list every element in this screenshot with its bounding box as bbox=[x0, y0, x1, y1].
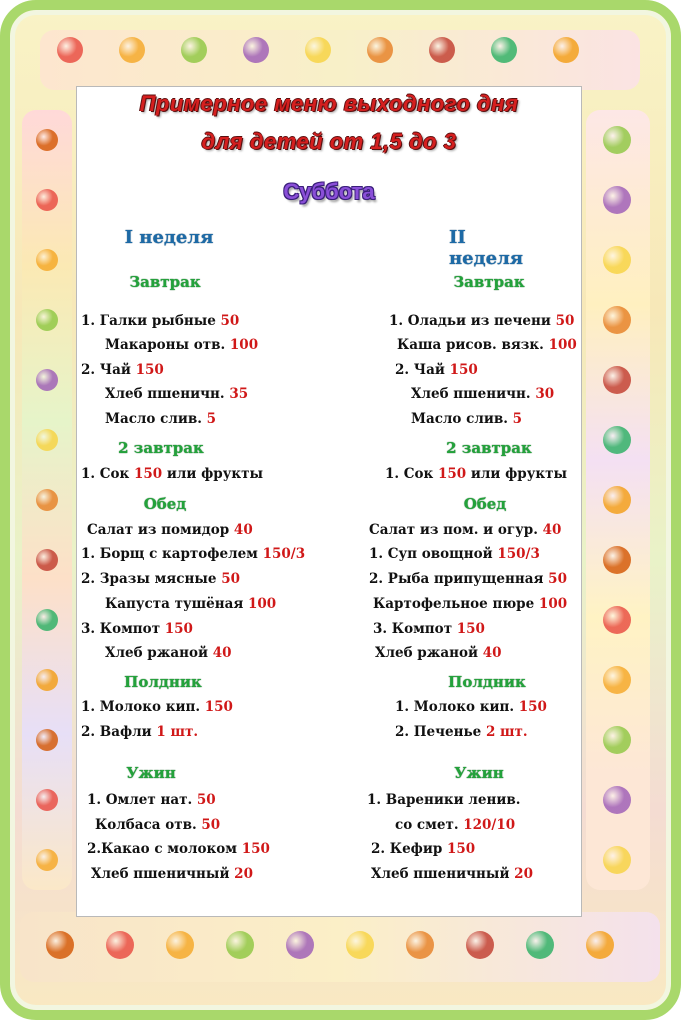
dish-quantity: 150 bbox=[518, 699, 547, 715]
food-illustration-icon bbox=[491, 37, 517, 63]
dish-note: или фрукты bbox=[466, 466, 568, 482]
food-illustration-icon bbox=[603, 486, 631, 514]
food-illustration-icon bbox=[603, 186, 631, 214]
week2-dinner-item bbox=[371, 866, 533, 882]
week2-lunch-item bbox=[375, 645, 502, 661]
dish-name: 2. Зразы мясные bbox=[81, 571, 222, 587]
dish-name: Масло слив. bbox=[411, 411, 513, 427]
week1-lunch-item bbox=[105, 645, 232, 661]
food-illustration-icon bbox=[181, 37, 207, 63]
food-illustration-icon bbox=[46, 931, 74, 959]
week2-snack-item bbox=[395, 699, 547, 715]
week1-snack-item bbox=[81, 699, 233, 715]
food-illustration-icon bbox=[36, 429, 58, 451]
dish-note: или фрукты bbox=[162, 466, 264, 482]
food-illustration-icon bbox=[36, 729, 58, 751]
dish-quantity: 100 bbox=[538, 596, 568, 612]
food-illustration-icon bbox=[603, 606, 631, 634]
week1-lunch-item bbox=[81, 621, 193, 637]
dish-name: Картофельное пюре bbox=[373, 596, 539, 612]
day-title: Суббота bbox=[283, 179, 375, 204]
dish-name: Хлеб ржаной bbox=[105, 645, 213, 661]
food-illustration-icon bbox=[603, 306, 631, 334]
dish-name: Хлеб пшеничный bbox=[371, 866, 515, 882]
dish-quantity: 1 шт. bbox=[156, 724, 199, 740]
week2-snack-item bbox=[395, 724, 528, 740]
food-illustration-icon bbox=[36, 369, 58, 391]
menu-sheet bbox=[76, 86, 582, 917]
dish-name: Хлеб пшеничн. bbox=[411, 386, 536, 402]
dish-name: Салат из пом. и огур. bbox=[369, 522, 543, 538]
food-illustration-icon bbox=[36, 849, 58, 871]
dish-quantity: 40 bbox=[542, 522, 562, 538]
week2-heading: II неделя bbox=[449, 227, 524, 269]
week2-breakfast2-title: 2 завтрак bbox=[446, 439, 532, 457]
dish-quantity: 50 bbox=[548, 571, 567, 587]
week2-breakfast-item bbox=[389, 313, 574, 329]
dish-quantity: 150 bbox=[449, 362, 478, 378]
food-illustration-icon bbox=[36, 189, 58, 211]
dish-quantity: 50 bbox=[555, 313, 575, 329]
week2-lunch-item bbox=[369, 522, 561, 538]
food-illustration-icon bbox=[36, 789, 58, 811]
dish-quantity: 40 bbox=[482, 645, 502, 661]
dish-name: Масло слив. bbox=[105, 411, 207, 427]
week2-lunch-item bbox=[369, 571, 567, 587]
food-illustration-icon bbox=[367, 37, 393, 63]
food-illustration-icon bbox=[603, 126, 631, 154]
dish-name: 1. Суп овощной bbox=[369, 546, 498, 562]
week1-breakfast-item bbox=[81, 313, 239, 329]
food-illustration-icon bbox=[106, 931, 134, 959]
dish-quantity: 100 bbox=[248, 596, 277, 612]
dish-name: 1. Оладьи из печени bbox=[389, 313, 556, 329]
week2-dinner-title: Ужин bbox=[454, 764, 504, 782]
week2-breakfast-item bbox=[397, 337, 577, 353]
food-illustration-icon bbox=[603, 546, 631, 574]
dish-name: 1. Вареники ленив. bbox=[367, 792, 521, 808]
dish-quantity: 5 bbox=[206, 411, 217, 427]
dish-quantity: 50 bbox=[201, 817, 221, 833]
dish-name: 2. Чай bbox=[81, 362, 136, 378]
week1-breakfast-item bbox=[105, 411, 216, 427]
dish-quantity: 150 bbox=[164, 621, 193, 637]
food-illustration-icon bbox=[429, 37, 455, 63]
week1-dinner-item bbox=[87, 792, 216, 808]
dish-name: 1. Омлет нат. bbox=[87, 792, 197, 808]
week2-breakfast-title: Завтрак bbox=[453, 273, 525, 291]
dish-quantity: 100 bbox=[229, 337, 259, 353]
dish-name: 1. Молоко кип. bbox=[81, 699, 205, 715]
week1-breakfast2-item bbox=[81, 466, 263, 482]
dish-name: 2. Рыба припущенная bbox=[369, 571, 549, 587]
dish-quantity: 50 bbox=[220, 313, 240, 329]
week2-lunch-item bbox=[373, 596, 567, 612]
food-illustration-icon bbox=[36, 609, 58, 631]
week1-dinner-item bbox=[91, 866, 253, 882]
food-illustration-icon bbox=[346, 931, 374, 959]
dish-quantity: 35 bbox=[229, 386, 249, 402]
food-illustration-icon bbox=[36, 129, 58, 151]
food-illustration-icon bbox=[603, 786, 631, 814]
dish-quantity: 150 bbox=[135, 362, 164, 378]
week1-breakfast-item bbox=[81, 362, 164, 378]
week1-lunch-item bbox=[81, 546, 305, 562]
title-line-2: для детей от 1,5 до 3 bbox=[201, 129, 457, 154]
dish-quantity: 100 bbox=[548, 337, 577, 353]
dish-name: Капуста тушёная bbox=[105, 596, 248, 612]
food-illustration-icon bbox=[36, 549, 58, 571]
food-illustration-icon bbox=[57, 37, 83, 63]
dish-name: 1. Молоко кип. bbox=[395, 699, 519, 715]
dish-quantity: 40 bbox=[212, 645, 232, 661]
food-illustration-icon bbox=[603, 726, 631, 754]
week1-breakfast-item bbox=[105, 337, 258, 353]
dish-name: Салат из помидор bbox=[87, 522, 234, 538]
dish-name: со смет. bbox=[395, 817, 464, 833]
week1-dinner-item bbox=[87, 841, 270, 857]
dish-name: Каша рисов. вязк. bbox=[397, 337, 549, 353]
week1-dinner-item bbox=[95, 817, 220, 833]
dish-quantity: 120/10 bbox=[463, 817, 516, 833]
week1-snack-title: Полдник bbox=[124, 673, 202, 691]
dish-name: 2. Кефир bbox=[371, 841, 447, 857]
dish-quantity: 150 bbox=[447, 841, 476, 857]
week2-dinner-item bbox=[371, 841, 475, 857]
dish-name: 3. Компот bbox=[81, 621, 165, 637]
week1-snack-item bbox=[81, 724, 198, 740]
food-illustration-icon bbox=[36, 489, 58, 511]
dish-quantity: 50 bbox=[196, 792, 216, 808]
dish-name: Хлеб ржаной bbox=[375, 645, 483, 661]
food-illustration-icon bbox=[305, 37, 331, 63]
food-illustration-icon bbox=[603, 426, 631, 454]
week2-lunch-item bbox=[369, 546, 540, 562]
dish-quantity: 50 bbox=[221, 571, 240, 587]
dish-name: Хлеб пшеничн. bbox=[105, 386, 230, 402]
food-illustration-icon bbox=[586, 931, 614, 959]
dish-quantity: 2 шт. bbox=[485, 724, 528, 740]
dish-name: 1. Сок bbox=[81, 466, 134, 482]
week2-breakfast-item bbox=[411, 411, 522, 427]
week2-snack-title: Полдник bbox=[448, 673, 526, 691]
food-illustration-icon bbox=[119, 37, 145, 63]
week1-lunch-title: Обед bbox=[143, 495, 187, 513]
dish-quantity: 150 bbox=[438, 466, 467, 482]
dish-name: 3. Компот bbox=[373, 621, 457, 637]
dish-quantity: 30 bbox=[535, 386, 555, 402]
food-illustration-icon bbox=[553, 37, 579, 63]
dish-quantity: 20 bbox=[514, 866, 533, 882]
dish-quantity: 150 bbox=[134, 466, 163, 482]
dish-quantity: 20 bbox=[234, 866, 253, 882]
title-line-1: Примерное меню выходного дня bbox=[139, 91, 519, 116]
week1-breakfast-title: Завтрак bbox=[129, 273, 201, 291]
food-illustration-icon bbox=[36, 669, 58, 691]
food-illustration-icon bbox=[526, 931, 554, 959]
dish-name: 2. Печенье bbox=[395, 724, 486, 740]
dish-name: Хлеб пшеничный bbox=[91, 866, 235, 882]
food-illustration-icon bbox=[603, 666, 631, 694]
food-illustration-icon bbox=[243, 37, 269, 63]
dish-name: 1. Галки рыбные bbox=[81, 313, 221, 329]
dish-name: 2. Вафли bbox=[81, 724, 157, 740]
week1-breakfast2-title: 2 завтрак bbox=[118, 439, 204, 457]
week2-lunch-item bbox=[373, 621, 485, 637]
dish-quantity: 150 bbox=[204, 699, 233, 715]
week2-breakfast-item bbox=[395, 362, 478, 378]
week1-lunch-item bbox=[87, 522, 253, 538]
dish-quantity: 150/3 bbox=[497, 546, 540, 562]
dish-name: Колбаса отв. bbox=[95, 817, 202, 833]
week2-dinner-item bbox=[395, 817, 515, 833]
week1-lunch-item bbox=[105, 596, 276, 612]
week1-heading: I неделя bbox=[124, 227, 214, 248]
dish-name: 2. Чай bbox=[395, 362, 450, 378]
food-illustration-icon bbox=[166, 931, 194, 959]
food-illustration-icon bbox=[36, 249, 58, 271]
dish-quantity: 150 bbox=[456, 621, 485, 637]
dish-name: 1. Борщ с картофелем bbox=[81, 546, 263, 562]
dish-name: 2.Какао с молоком bbox=[87, 841, 242, 857]
food-illustration-icon bbox=[36, 309, 58, 331]
food-illustration-icon bbox=[603, 246, 631, 274]
week2-breakfast-item bbox=[411, 386, 554, 402]
week1-dinner-title: Ужин bbox=[126, 764, 176, 782]
food-illustration-icon bbox=[603, 366, 631, 394]
dish-quantity: 40 bbox=[233, 522, 253, 538]
food-illustration-icon bbox=[406, 931, 434, 959]
week2-lunch-title: Обед bbox=[463, 495, 507, 513]
food-illustration-icon bbox=[286, 931, 314, 959]
food-illustration-icon bbox=[603, 846, 631, 874]
dish-quantity: 150/3 bbox=[262, 546, 306, 562]
food-illustration-icon bbox=[466, 931, 494, 959]
dish-name: 1. Сок bbox=[385, 466, 438, 482]
week2-dinner-item bbox=[367, 792, 520, 808]
food-illustration-icon bbox=[226, 931, 254, 959]
week1-lunch-item bbox=[81, 571, 240, 587]
dish-name: Макароны отв. bbox=[105, 337, 230, 353]
week2-breakfast2-item bbox=[385, 466, 567, 482]
dish-quantity: 5 bbox=[512, 411, 523, 427]
dish-quantity: 150 bbox=[241, 841, 270, 857]
week1-breakfast-item bbox=[105, 386, 248, 402]
